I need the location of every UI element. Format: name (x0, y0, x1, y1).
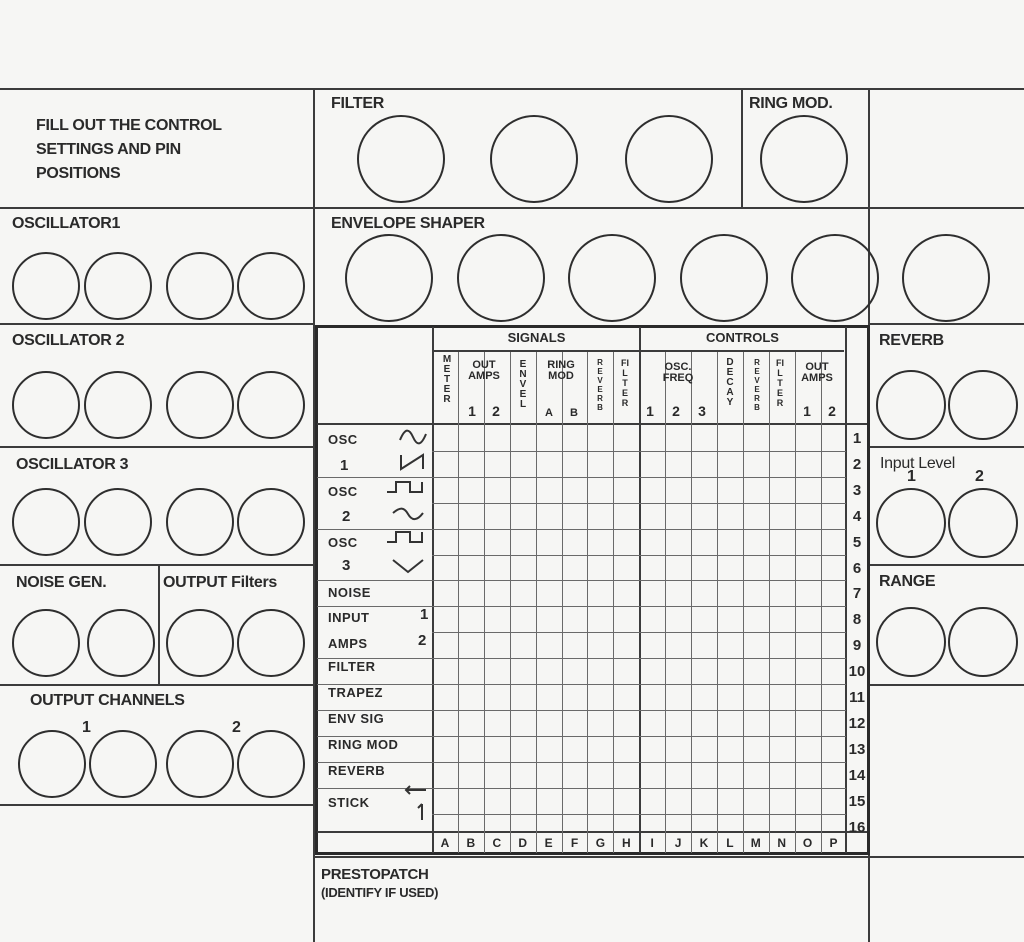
grid-line (317, 477, 432, 478)
row-number: 3 (852, 481, 862, 499)
grid-line (432, 555, 846, 556)
out-amps-sub-1: 1 (468, 403, 476, 419)
row-label-stick: STICK (328, 795, 370, 810)
row-number: 10 (848, 663, 866, 681)
row-label-filter: FILTER (328, 659, 376, 674)
arrow-icon (404, 784, 430, 824)
osc-freq-col-label: OSC. FREQ (662, 361, 694, 384)
grid-line (432, 762, 846, 763)
ring-mod-sub-b: B (570, 407, 578, 419)
grid-line (743, 352, 744, 853)
row-label-reverb: REVERB (328, 763, 386, 778)
row-number: 11 (849, 689, 865, 706)
row-label-input: INPUT (328, 610, 370, 625)
reverb-label: REVERB (879, 332, 944, 349)
column-letter: I (650, 836, 654, 850)
meter-col-label: METER (442, 354, 452, 405)
row-number: 13 (848, 740, 866, 758)
envelope-knob-2[interactable] (457, 234, 545, 322)
row-label-osc1-num: 1 (340, 457, 349, 474)
controls-header: CONTROLS (706, 330, 779, 345)
noise-knob-1[interactable] (12, 609, 80, 677)
triangle-wave-icon (392, 556, 424, 574)
grid-line (510, 352, 511, 424)
grid-line (432, 736, 846, 737)
decay-col-label: DECAY (726, 357, 734, 408)
grid-line (432, 327, 434, 853)
grid-line (510, 352, 511, 853)
output-filters-knob-2[interactable] (237, 609, 305, 677)
filter-label: FILTER (331, 95, 385, 112)
grid-line (613, 352, 614, 424)
grid-line (536, 352, 537, 853)
input-level-label: Input Level (880, 455, 955, 472)
grid-line (432, 350, 844, 352)
row-number: 1 (852, 430, 862, 447)
osc2-knob-3[interactable] (166, 371, 234, 439)
row-number: 4 (852, 507, 862, 525)
grid-line (717, 352, 718, 853)
row-label-osc2-num: 2 (342, 508, 351, 525)
ring-mod-sub-a: A (545, 407, 553, 419)
output-filters-knob-1[interactable] (166, 609, 234, 677)
noise-gen-label: NOISE GEN. (16, 574, 107, 591)
out-amps-control-sub-1: 1 (803, 403, 811, 419)
range-knob-1[interactable] (876, 607, 946, 677)
osc1-knob-3[interactable] (166, 252, 234, 320)
reverb-col-label: REVERB (597, 358, 603, 412)
osc-freq-sub-3: 3 (698, 403, 706, 419)
filter-knob-1[interactable] (357, 115, 445, 203)
grid-line (432, 658, 846, 659)
grid-line (317, 423, 867, 425)
grid-line (432, 684, 846, 685)
column-letter: N (777, 836, 787, 850)
grid-line (432, 710, 846, 711)
output-channel-2-label: 2 (232, 719, 241, 736)
filter-control-col-label: FILTER (776, 358, 784, 408)
column-letter: J (674, 836, 682, 850)
grid-line (432, 632, 846, 633)
input-level-knob-2[interactable] (948, 488, 1018, 558)
row-number: 5 (852, 533, 862, 551)
grid-line (432, 580, 846, 581)
prestopatch-label: PRESTOPATCH (321, 866, 429, 883)
filter-col-label: FILTER (621, 358, 629, 408)
instructions-line-3: POSITIONS (36, 165, 121, 182)
column-letter: B (466, 836, 476, 850)
grid-line (432, 814, 846, 815)
identify-label: (IDENTIFY IF USED) (321, 885, 439, 900)
output-channel-knob-2[interactable] (89, 730, 157, 798)
row-number: 7 (852, 585, 862, 603)
grid-line (432, 477, 846, 478)
grid-line (743, 352, 744, 424)
osc3-knob-1[interactable] (12, 488, 80, 556)
grid-line (795, 352, 796, 853)
output-filters-label: OUTPUT Filters (163, 574, 278, 591)
osc2-knob-1[interactable] (12, 371, 80, 439)
column-letter: P (829, 836, 838, 850)
grid-line (432, 606, 846, 607)
row-label-trapez: TRAPEZ (328, 685, 383, 700)
grid-line (432, 451, 846, 452)
column-letter: M (750, 836, 761, 850)
reverb-knob-1[interactable] (876, 370, 946, 440)
output-channel-1-label: 1 (82, 719, 91, 736)
row-label-osc1: OSC (328, 432, 358, 447)
out-amps-control-col-label: OUT AMPS (801, 361, 833, 384)
osc1-knob-2[interactable] (84, 252, 152, 320)
row-number: 12 (848, 714, 866, 732)
osc3-knob-3[interactable] (166, 488, 234, 556)
row-label-ring-mod: RING MOD (328, 737, 399, 752)
grid-line (613, 352, 614, 853)
osc1-knob-1[interactable] (12, 252, 80, 320)
triangle-wave-icon (392, 505, 424, 523)
column-letter: L (726, 836, 734, 850)
grid-line (665, 352, 666, 853)
grid-line (432, 788, 846, 789)
signals-header: SIGNALS (507, 330, 566, 345)
row-label-env-sig: ENV SIG (328, 711, 385, 726)
noise-knob-2[interactable] (87, 609, 155, 677)
oscillator-3-label: OSCILLATOR 3 (16, 456, 129, 473)
out-amps-sub-2: 2 (492, 403, 500, 419)
row-number: 15 (848, 792, 866, 810)
square-wave-icon (386, 480, 428, 496)
osc-freq-sub-1: 1 (646, 403, 654, 419)
grid-line (432, 529, 846, 530)
row-label-input-1: 1 (420, 606, 429, 623)
range-label: RANGE (879, 573, 936, 590)
column-letter: K (699, 836, 709, 850)
column-letter: A (440, 836, 450, 850)
row-number: 14 (848, 766, 866, 784)
row-label-osc3-num: 3 (342, 557, 351, 574)
range-knob-2[interactable] (948, 607, 1018, 677)
grid-line (821, 352, 822, 853)
osc2-knob-4[interactable] (237, 371, 305, 439)
ring-mod-col-label: RING MOD (547, 359, 575, 382)
envelope-knob-6[interactable] (902, 234, 990, 322)
row-number: 9 (852, 637, 862, 655)
reverb-control-col-label: REVERB (754, 358, 760, 412)
grid-line (562, 352, 563, 853)
input-level-2-label: 2 (975, 468, 984, 485)
filter-knob-3[interactable] (625, 115, 713, 203)
instructions-line-1: FILL OUT THE CONTROL (36, 117, 222, 134)
envelope-knob-1[interactable] (345, 234, 433, 322)
row-number: 16 (848, 818, 866, 836)
row-number: 6 (852, 559, 862, 577)
out-amps-col-label: OUT AMPS (468, 359, 500, 382)
column-letter: C (492, 836, 502, 850)
output-channel-knob-3[interactable] (166, 730, 234, 798)
output-channel-knob-1[interactable] (18, 730, 86, 798)
grid-line (587, 352, 588, 424)
reverb-knob-2[interactable] (948, 370, 1018, 440)
filter-knob-2[interactable] (490, 115, 578, 203)
row-label-noise: NOISE (328, 585, 371, 600)
input-level-knob-1[interactable] (876, 488, 946, 558)
column-letter: D (518, 836, 528, 850)
oscillator-2-label: OSCILLATOR 2 (12, 332, 125, 349)
envel-col-label: ENVEL (519, 359, 527, 410)
sawtooth-wave-icon (399, 452, 427, 472)
patch-matrix (315, 325, 870, 855)
output-channels-label: OUTPUT CHANNELS (30, 692, 185, 709)
column-letter: E (544, 836, 553, 850)
osc3-knob-2[interactable] (84, 488, 152, 556)
out-amps-control-sub-2: 2 (828, 403, 836, 419)
grid-line (717, 352, 718, 424)
row-label-osc2: OSC (328, 484, 358, 499)
ring-mod-label: RING MOD. (749, 95, 833, 112)
row-label-amps-2: 2 (418, 632, 427, 649)
grid-line (536, 352, 537, 424)
grid-line (458, 352, 459, 853)
osc1-knob-4[interactable] (237, 252, 305, 320)
osc3-knob-4[interactable] (237, 488, 305, 556)
ring-mod-knob[interactable] (760, 115, 848, 203)
osc-freq-sub-2: 2 (672, 403, 680, 419)
column-letter: H (621, 836, 631, 850)
row-number: 2 (852, 455, 862, 473)
row-label-amps: AMPS (328, 636, 368, 651)
grid-line (317, 606, 432, 607)
grid-line (769, 352, 770, 853)
grid-line (432, 503, 846, 504)
envelope-knob-3[interactable] (568, 234, 656, 322)
output-channel-knob-4[interactable] (237, 730, 305, 798)
grid-line (769, 352, 770, 424)
instructions-line-2: SETTINGS AND PIN (36, 141, 181, 158)
grid-line (639, 327, 641, 853)
column-letter: G (595, 836, 606, 850)
grid-line (317, 831, 867, 833)
grid-line (484, 352, 485, 853)
square-wave-icon (386, 530, 428, 546)
envelope-knob-5[interactable] (791, 234, 879, 322)
column-letter: O (802, 836, 813, 850)
column-letter: F (570, 836, 579, 850)
envelope-shaper-label: ENVELOPE SHAPER (331, 215, 485, 232)
grid-line (317, 580, 432, 581)
sine-wave-icon (399, 428, 427, 446)
row-number: 8 (852, 611, 862, 629)
oscillator-1-label: OSCILLATOR1 (12, 215, 121, 232)
osc2-knob-2[interactable] (84, 371, 152, 439)
grid-line (458, 352, 459, 424)
grid-line (587, 352, 588, 853)
grid-line (691, 352, 692, 853)
row-label-osc3: OSC (328, 535, 358, 550)
input-level-1-label: 1 (907, 468, 916, 485)
envelope-knob-4[interactable] (680, 234, 768, 322)
